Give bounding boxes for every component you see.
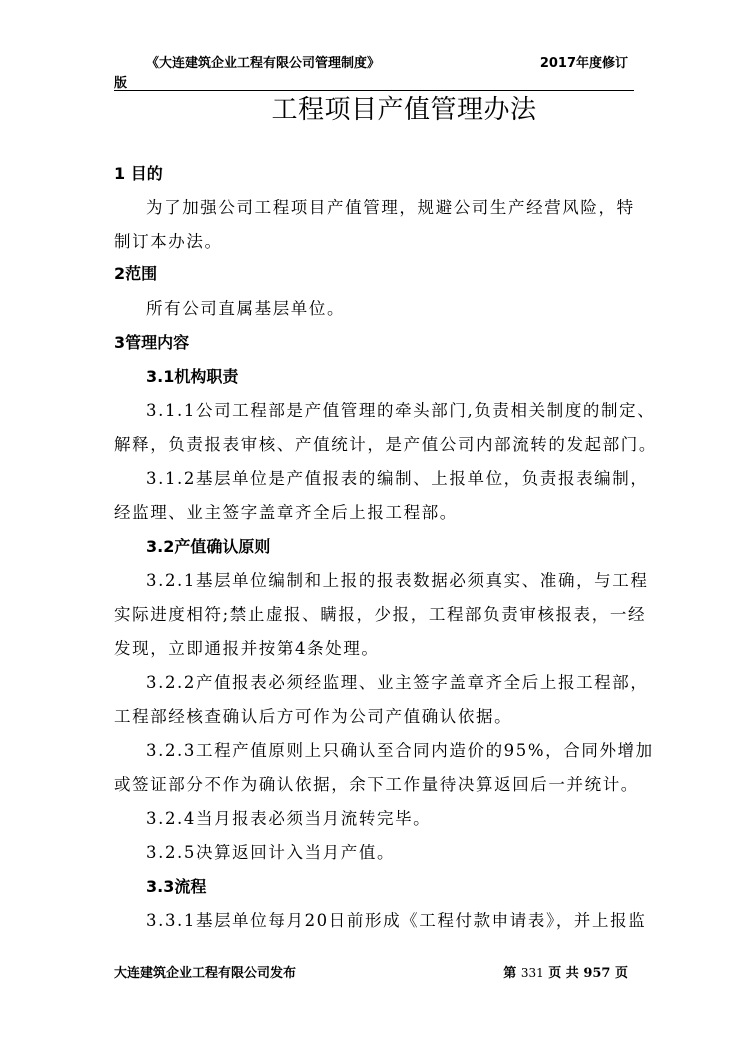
page-current: 331 [520,966,544,980]
header-revision-wrap: 版 [114,76,128,91]
paragraph-line: 实际进度相符;禁止虚报、瞒报，少报，工程部负责审核报表，一经 [114,605,647,624]
header-revision: 2017年度修订 [539,56,628,71]
document-title: 工程项目产值管理办法 [271,95,537,125]
paragraph-line: 3.2.1基层单位编制和上报的报表数据必须真实、准确，与工程 [146,571,649,590]
paragraph-line: 3.2.5决算返回计入当月产值。 [146,843,396,862]
section-2-heading: 2范围 [114,264,158,283]
section-3-1-heading: 3.1机构职责 [146,367,239,386]
page-suffix: 页 [614,966,628,981]
section-3-2-heading: 3.2产值确认原则 [146,537,271,556]
header-doc-name: 《大连建筑企业工程有限公司管理制度》 [146,56,381,71]
page-total: 957 [583,966,611,981]
paragraph-line: 3.1.2基层单位是产值报表的编制、上报单位，负责报表编制， [146,469,649,488]
section-3-3-heading: 3.3流程 [146,877,207,896]
paragraph-line: 工程部经核查确认后方可作为公司产值确认依据。 [114,707,513,726]
paragraph-line: 3.2.3工程产值原则上只确认至合同内造价的95%，合同外增加 [146,741,654,760]
footer-publisher: 大连建筑企业工程有限公司发布 [114,966,297,981]
paragraph-line: 3.2.4当月报表必须当月流转完毕。 [146,809,432,828]
page-mid: 页 共 [548,966,579,981]
paragraph-line: 3.1.1公司工程部是产值管理的牵头部门,负责相关制度的制定、 [146,401,656,420]
paragraph-line: 为了加强公司工程项目产值管理，规避公司生产经营风险，特 [146,198,635,217]
section-1-heading: 1 目的 [114,164,163,183]
section-3-heading: 3管理内容 [114,333,190,352]
page-prefix: 第 [503,966,517,981]
paragraph-line: 3.2.2产值报表必须经监理、业主签字盖章齐全后上报工程部， [146,673,649,692]
paragraph-line: 发现，立即通报并按第4条处理。 [114,639,380,658]
paragraph-line: 所有公司直属基层单位。 [146,299,346,318]
footer-page-number [503,962,628,981]
paragraph-line: 3.3.1基层单位每月20日前形成《工程付款申请表》，并上报监 [146,911,647,930]
paragraph-line: 制订本办法。 [114,232,223,251]
paragraph-line: 或签证部分不作为确认依据，余下工作量待决算返回后一并统计。 [114,775,639,794]
paragraph-line: 经监理、业主签字盖章齐全后上报工程部。 [114,503,458,522]
paragraph-line: 解释，负责报表审核、产值统计，是产值公司内部流转的发起部门。 [114,435,657,454]
